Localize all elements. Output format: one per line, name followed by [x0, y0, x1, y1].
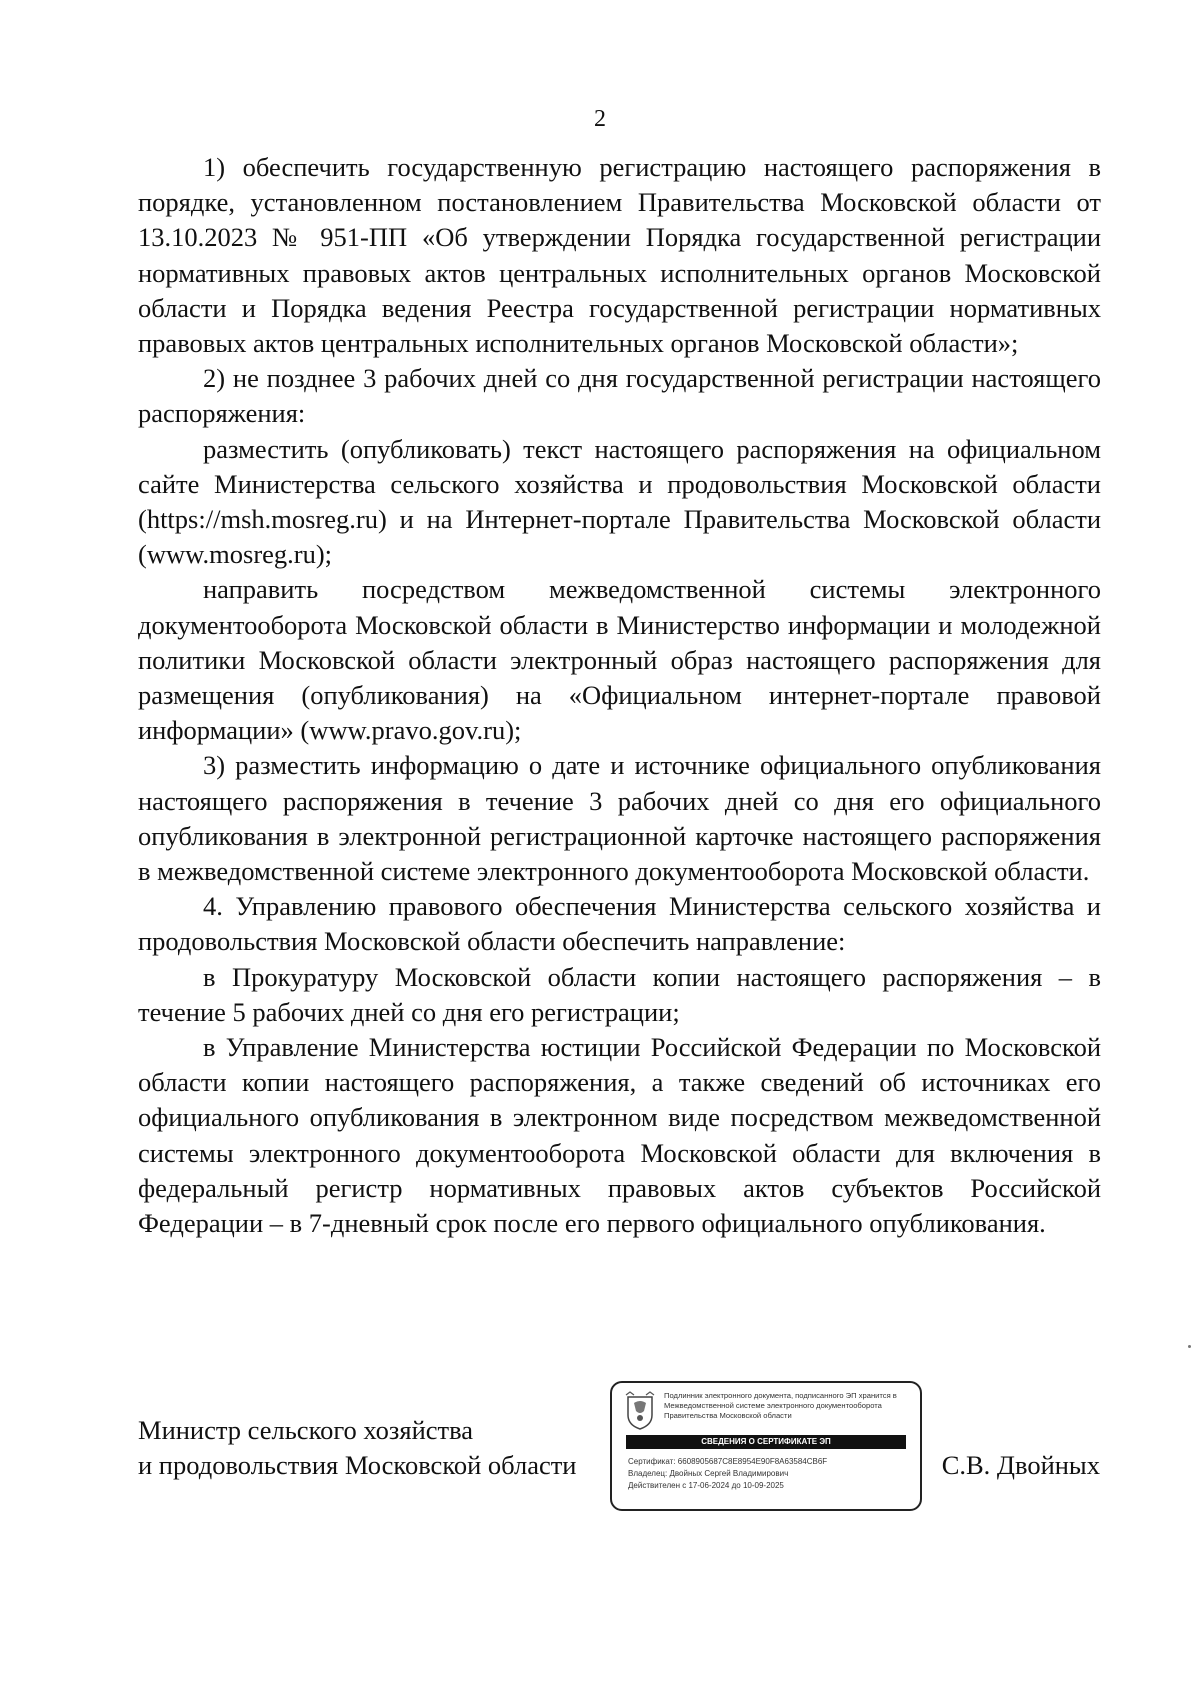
signatory-name: С.В. Двойных [941, 1450, 1100, 1480]
stamp-certificate-owner: Владелец: Двойных Сергей Владимирович [628, 1469, 789, 1478]
paragraph-publish-site: разместить (опубликовать) текст настоящего распоряжения на официальном сайте Министерства сельского хозяйства и продовольствия Московской области (https://msh.mosreg.ru) и на Интернет-портале Правительства Московской области (www.mosreg.ru); [138, 433, 1101, 570]
paragraph-send-pravo: направить посредством межведомственной системы электронного документооборота Московской области в Министерство информации и молодежной политики Московской области электронный образ настоящего распоряжения для размещения (опубликования) на «Официальном интернет-портале правовой информации» (www.pravo.gov.ru); [138, 574, 1101, 746]
paragraph-registration: 1) обеспечить государственную регистрацию настоящего распоряжения в порядке, установленном постановлением Правительства Московской области от 13.10.2023 № 951-ПП «Об утверждении Порядка государственной регистрации нормативных правовых актов центральных исполнительных органов Московской области и Порядка ведения Реестра государственной регистрации нормативных правовых актов центральных исполнительных органов Московской области»; [138, 152, 1101, 359]
electronic-signature-stamp [610, 1381, 922, 1511]
document-body [138, 150, 1101, 1241]
paragraph-publication-info: 3) разместить информацию о дате и источнике официального опубликования настоящего распоряжения в течение 3 рабочих дней со дня его официального опубликования в электронной регистрационной карточке настоящего распоряжения в межведомственной системе электронного документооборота Московской области. [138, 750, 1101, 887]
signatory-position-line-2: и продовольствия Московской области [138, 1450, 577, 1480]
stamp-storage-note: Подлинник электронного документа, подписанного ЭП хранится в Межведомственной системе электронного документооборота Правительства Московской области [664, 1391, 897, 1420]
stamp-certificate-header: СВЕДЕНИЯ О СЕРТИФИКАТЕ ЭП [626, 1435, 906, 1449]
page-number: 2 [594, 106, 606, 132]
signatory-position-line-1: Министр сельского хозяйства [138, 1415, 474, 1445]
paragraph-legal-department: 4. Управлению правового обеспечения Министерства сельского хозяйства и продовольствия Московской области обеспечить направление: [138, 891, 1101, 957]
paragraph-justice-ministry: в Управление Министерства юстиции Российской Федерации по Московской области копии настоящего распоряжения, а также сведений об источниках его официального опубликования в электронном виде посредством межведомственной системы электронного документооборота Московской области для включения в федеральный регистр нормативных правовых актов субъектов Российской Федерации – в 7-дневный срок после его первого официального опубликования. [138, 1032, 1101, 1239]
stamp-certificate-validity: Действителен с 17-06-2024 до 10-09-2025 [628, 1481, 784, 1490]
coat-of-arms-icon [624, 1391, 656, 1431]
paragraph-prosecutor: в Прокуратуру Московской области копии настоящего распоряжения – в течение 5 рабочих дней со дня его регистрации; [138, 961, 1101, 1027]
stamp-certificate-number: Сертификат: 6608905687C8E8954E90F8A63584CB6F [628, 1457, 828, 1466]
margin-mark [1188, 1345, 1191, 1348]
paragraph-deadline: 2) не позднее 3 рабочих дней со дня государственной регистрации настоящего распоряжения: [138, 363, 1101, 429]
